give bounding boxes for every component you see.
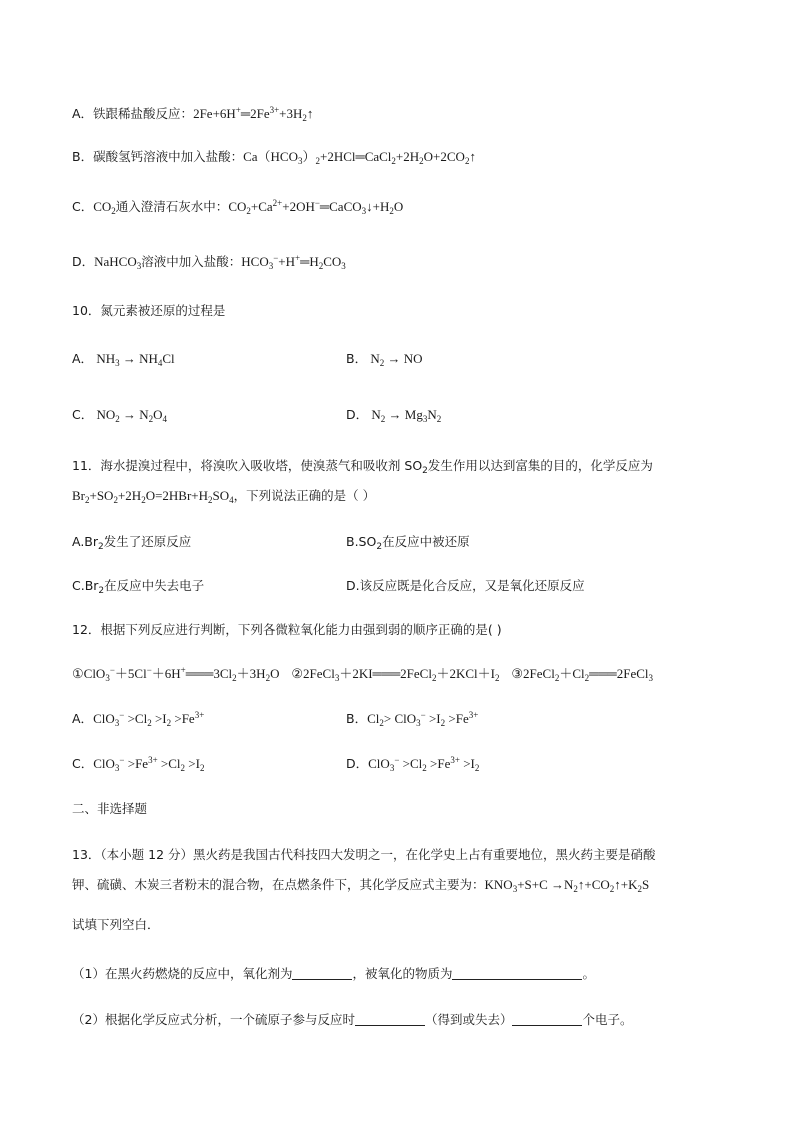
q13-line2-text: 钾、硫磺、木炭三者粉末的混合物，在点燃条件下，其化学反应式主要为： — [72, 877, 485, 892]
q11-a-text: 发生了还原反应 — [103, 534, 192, 549]
section-title: 二、非选择题 — [72, 801, 148, 816]
q10-d-formula: $N_2 \to Mg_3N_2$ — [368, 407, 442, 424]
q9-option-c — [72, 199, 403, 215]
q10-option-d — [346, 407, 441, 423]
q9-option-b — [72, 149, 476, 165]
q10-option-b — [346, 351, 423, 367]
q12-option-b: B．$Cl_2> ClO_3^- >I_2 >Fe^{3+}$ — [346, 710, 479, 728]
q13-sub2-c: 个电子。 — [582, 1012, 633, 1027]
q13-sub2-a: （2）根据化学反应式分析，一个硫原子参与反应时 — [72, 1012, 355, 1027]
q9-d-label: D． — [72, 254, 95, 269]
q10-c-formula: $NO_2 \to N_2O_4$ — [93, 407, 168, 424]
q12-option-c: C．$ClO_3^- >Fe^{3+} >Cl_2 >I_2$ — [72, 755, 205, 773]
q11-stem-line2 — [72, 488, 375, 504]
q9-a-label: A．铁跟稀盐酸反应： — [72, 106, 194, 121]
q9-c-equation: $CO_2+Ca^{2+}+2OH^-═CaCO_3↓+H_2O$ — [228, 198, 404, 216]
oxidant-blank[interactable] — [292, 966, 352, 980]
q11-option-b — [346, 534, 470, 550]
q13-line1: 13．（本小题 12 分）黑火药是我国古代科技四大发明之一，在化学史上占有重要地位，黑火药主要是硝酸 — [72, 847, 656, 862]
q12-reactions — [72, 666, 653, 682]
q11-c-prefix: $C.Br_2$ — [72, 578, 105, 596]
q9-option-d — [72, 254, 346, 270]
q9-d-mid: 溶液中加入盐酸： — [141, 254, 242, 269]
q10-b-formula: $N_2$ → NO — [367, 351, 423, 368]
q11-b-text: 在反应中被还原 — [382, 534, 470, 549]
q9-c-mid: 通入澄清石灰水中： — [115, 199, 229, 214]
q11-stem-line1: 11．海水提溴过程中，将溴吹入吸收塔，使溴蒸气和吸收剂 $SO_2$发生作用以达到富集的目的，化学反应为 — [72, 458, 653, 476]
q11-b-prefix: $B.SO_2$ — [346, 534, 383, 552]
q11-option-d: D.该反应既是化合反应，又是氧化还原反应 — [346, 578, 585, 593]
q11-a-prefix: $A.Br_2$ — [72, 534, 104, 552]
q11-stem-part1: 11．海水提溴过程中，将溴吹入吸收塔，使溴蒸气和吸收剂 SO — [72, 458, 423, 473]
q9-c-label: C． — [72, 199, 94, 214]
q12-reaction-2: $②2FeCl_3+2KI═══2FeCl_2+2KCl+I_2$ — [291, 666, 500, 683]
q12-reaction-3: $③2FeCl_2+Cl_2═══2FeCl_3$ — [511, 666, 654, 683]
q13-sub2-b: （得到或失去） — [424, 1012, 513, 1027]
q13-sub2 — [72, 1012, 633, 1028]
q11-stem-part2: 发生作用以达到富集的目的，化学反应为 — [427, 458, 653, 473]
q13-sub1-c: 。 — [582, 966, 595, 981]
q9-c-reactant: $CO_2$ — [93, 199, 116, 216]
q10-option-a — [72, 351, 175, 367]
q12-option-d: D．$ClO_3^- >Cl_2 >Fe^{3+} >I_2$ — [346, 755, 480, 773]
q11-equation: $Br_2+SO_2+2H_2O=2HBr+H_2SO_4$ — [72, 488, 234, 505]
q9-d-reactant: NaHCO$_3$ — [94, 254, 142, 271]
q10-d-label: D． — [346, 407, 369, 422]
q10-stem: 10．氮元素被还原的过程是 — [72, 303, 226, 318]
q9-d-equation: $HCO_3^-+H^+═H_2CO_3$ — [241, 253, 346, 271]
q11-option-c — [72, 578, 204, 594]
q10-b-label: B． — [346, 351, 368, 366]
q12-stem: 12．根据下列反应进行判断，下列各微粒氧化能力由强到弱的顺序正确的是( ) — [72, 622, 502, 637]
q10-a-formula: $NH_3 \to NH_4Cl$ — [93, 351, 175, 368]
q9-a-equation: $2Fe+6H^+═2Fe^{3+}+3H_2↑$ — [193, 105, 314, 123]
q11-stem-tail: ，下列说法正确的是（ ） — [233, 488, 376, 503]
oxidized-substance-blank[interactable] — [452, 966, 582, 980]
q10-option-c — [72, 407, 167, 423]
q13-sub1-b: ，被氧化的物质为 — [352, 966, 453, 981]
q13-equation: $KNO_3+S+C$ $\to N_2↑+CO_2↑+K_2S$ — [484, 877, 650, 894]
q11-c-text: 在反应中失去电子 — [104, 578, 205, 593]
electron-count-blank[interactable] — [512, 1012, 582, 1026]
q12-reaction-1: $①ClO_3^-+5Cl^-+6H^+═══3Cl_2+3H_2O$ — [72, 665, 280, 683]
q13-sub1 — [72, 966, 595, 982]
q12-option-a: A．$ClO_3^- >Cl_2 >I_2 >Fe^{3+}$ — [72, 710, 205, 728]
q10-a-label: A． — [72, 351, 94, 366]
q10-c-label: C． — [72, 407, 94, 422]
q13-line3: 试填下列空白． — [72, 917, 160, 932]
q9-b-equation: $Ca(HCO_3)_2+2HCl═CaCl_2+2H_2O+2CO_2↑$ — [243, 149, 476, 166]
q13-sub1-a: （1）在黑火药燃烧的反应中，氧化剂为 — [72, 966, 293, 981]
q13-line2 — [72, 877, 649, 893]
gain-lose-blank[interactable] — [355, 1012, 425, 1026]
q9-option-a — [72, 106, 313, 122]
q9-b-label: B．碳酸氢钙溶液中加入盐酸： — [72, 149, 244, 164]
q11-option-a — [72, 534, 191, 550]
